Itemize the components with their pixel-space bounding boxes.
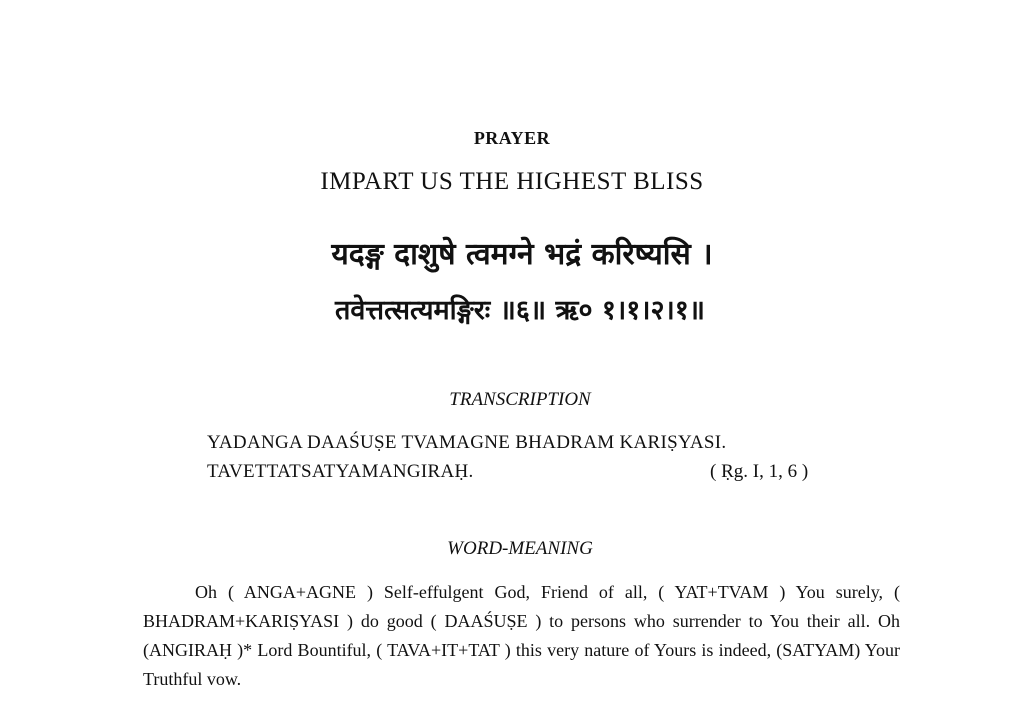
word-meaning-paragraph: Oh ( ANGA+AGNE ) Self-effulgent God, Friend of all, ( YAT+TVAM ) You surely, ( BHADRAM+KARIṢYASI ) do good ( DAAŚUṢE ) to persons who surrender to You their all. Oh (ANGIRAḤ )* Lord Bountiful, ( TAVA+IT+TAT ) this very nature of Yours is indeed, (SATYAM) Your Truthful vow. — [143, 582, 900, 689]
verse-reference: ( Ṛg. I, 1, 6 ) — [710, 461, 809, 482]
transcription-line-1: YADANGA DAAŚUṢE TVAMAGNE BHADRAM KARIṢYASI. — [207, 432, 727, 453]
sanskrit-verse-line-1: यदङ्ग दाशुषे त्वमग्ने भद्रं करिष्यसि । — [331, 237, 713, 272]
prayer-label: PRAYER — [473, 128, 551, 148]
prayer-title: IMPART US THE HIGHEST BLISS — [320, 168, 704, 195]
transcription-heading: TRANSCRIPTION — [449, 389, 591, 410]
transcription-line-2: TAVETTATSATYAMANGIRAḤ. — [207, 461, 474, 482]
word-meaning-heading: WORD-MEANING — [447, 538, 593, 559]
sanskrit-verse-line-2: तवेत्तत्सत्यमङ्गिरः ॥६॥ ऋ० १।१।२।१॥ — [335, 295, 705, 326]
